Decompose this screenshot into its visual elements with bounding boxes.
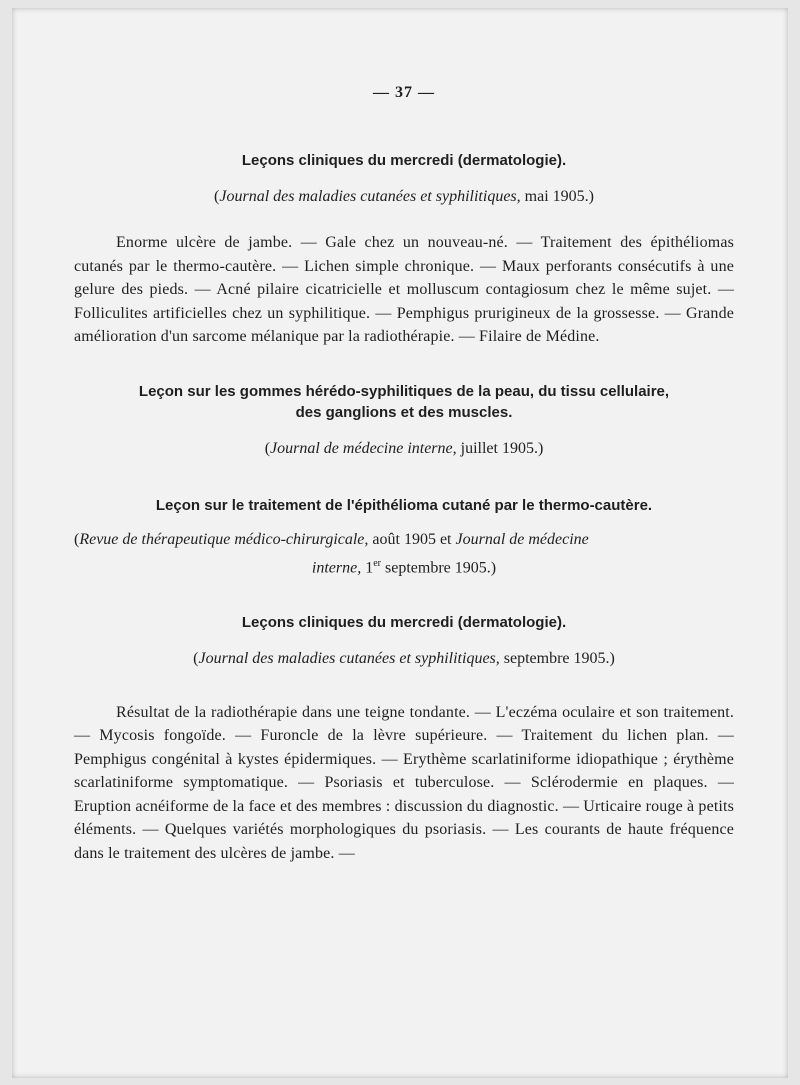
section-paragraph: Enorme ulcère de jambe. — Gale chez un nouveau-né. — Traitement des épithéliomas cutanés par le thermo-cautère. — Lichen simple chronique. — Maux perforants consécutifs à une gelure des pieds. — Acné pilaire cicatricielle et molluscum contagiosum chez le même sujet. — Folliculites artificielles chez un syphilitique. — Pemphigus prurigineux de la grossesse. — Grande amélioration d'un sarcome mélanique par la radiothérapie. — Filaire de Médine. [74, 234, 734, 345]
section-source [74, 185, 734, 209]
journal-title-2: Journal de médecine [455, 530, 589, 548]
page-number: — 37 — [373, 84, 435, 101]
heading-line-1: Leçon sur les gommes hérédo-syphilitiques de la peau, du tissu cellulaire, [138, 382, 670, 400]
source-paren: ( [264, 439, 271, 457]
section-source [74, 528, 734, 580]
section-source [74, 437, 734, 461]
source-date: mai 1905.) [520, 188, 594, 205]
journal-title: Revue de thérapeutique médico-chirurgicale, [79, 530, 369, 548]
source-paren: ( [214, 188, 220, 205]
page-content [74, 84, 734, 865]
section-heading [74, 381, 734, 423]
source-line-2 [74, 552, 734, 580]
section-heading: Leçons cliniques du mercredi (dermatologie). [241, 152, 567, 169]
source-day: 1 [361, 558, 374, 576]
section-3 [74, 495, 734, 580]
heading-line-2: des ganglions et des muscles. [295, 403, 513, 421]
source-date: septembre 1905.) [499, 649, 615, 667]
section-heading: Leçon sur le traitement de l'épithélioma cutané par le thermo-cautère. [155, 496, 653, 514]
source-date: juillet 1905.) [456, 439, 544, 457]
section-1 [74, 150, 734, 349]
source-paren: ( [193, 649, 199, 667]
section-source [74, 647, 734, 671]
source-paren: ( [74, 530, 80, 548]
journal-title: Journal des maladies cutanées et syphilitiques, [198, 649, 500, 667]
source-date: août 1905 et [368, 530, 456, 548]
section-4 [74, 612, 734, 866]
page-sheet [12, 8, 788, 1078]
journal-title: Journal des maladies cutanées et syphilitiques, [219, 188, 521, 205]
journal-title: Journal de médecine interne, [270, 439, 457, 457]
section-heading: Leçons cliniques du mercredi (dermatologie). [241, 613, 567, 631]
source-day-sup: er [373, 557, 382, 569]
section-paragraph: Résultat de la radiothérapie dans une teigne tondante. — L'eczéma oculaire et son traitement. — Mycosis fongoïde. — Furoncle de la lèvre supérieure. — Traitement du lichen plan. — Pemphigus congénital à kystes épidermiques. — Erythème scarlatiniforme idiopathique ; érythème scarlatiniforme symptomatique. — Psoriasis et tuberculose. — Sclérodermie en plaques. — Eruption acnéiforme de la face et des membres : discussion du diagnostic. — Urticaire rouge à petits éléments. — Quelques variétés morphologiques du psoriasis. — Les courants de haute fréquence dans le traitement des ulcères de jambe. — [74, 703, 734, 862]
section-2 [74, 381, 734, 461]
source-date-2: septembre 1905.) [381, 558, 497, 576]
journal-title-2-end: interne, [311, 558, 362, 576]
